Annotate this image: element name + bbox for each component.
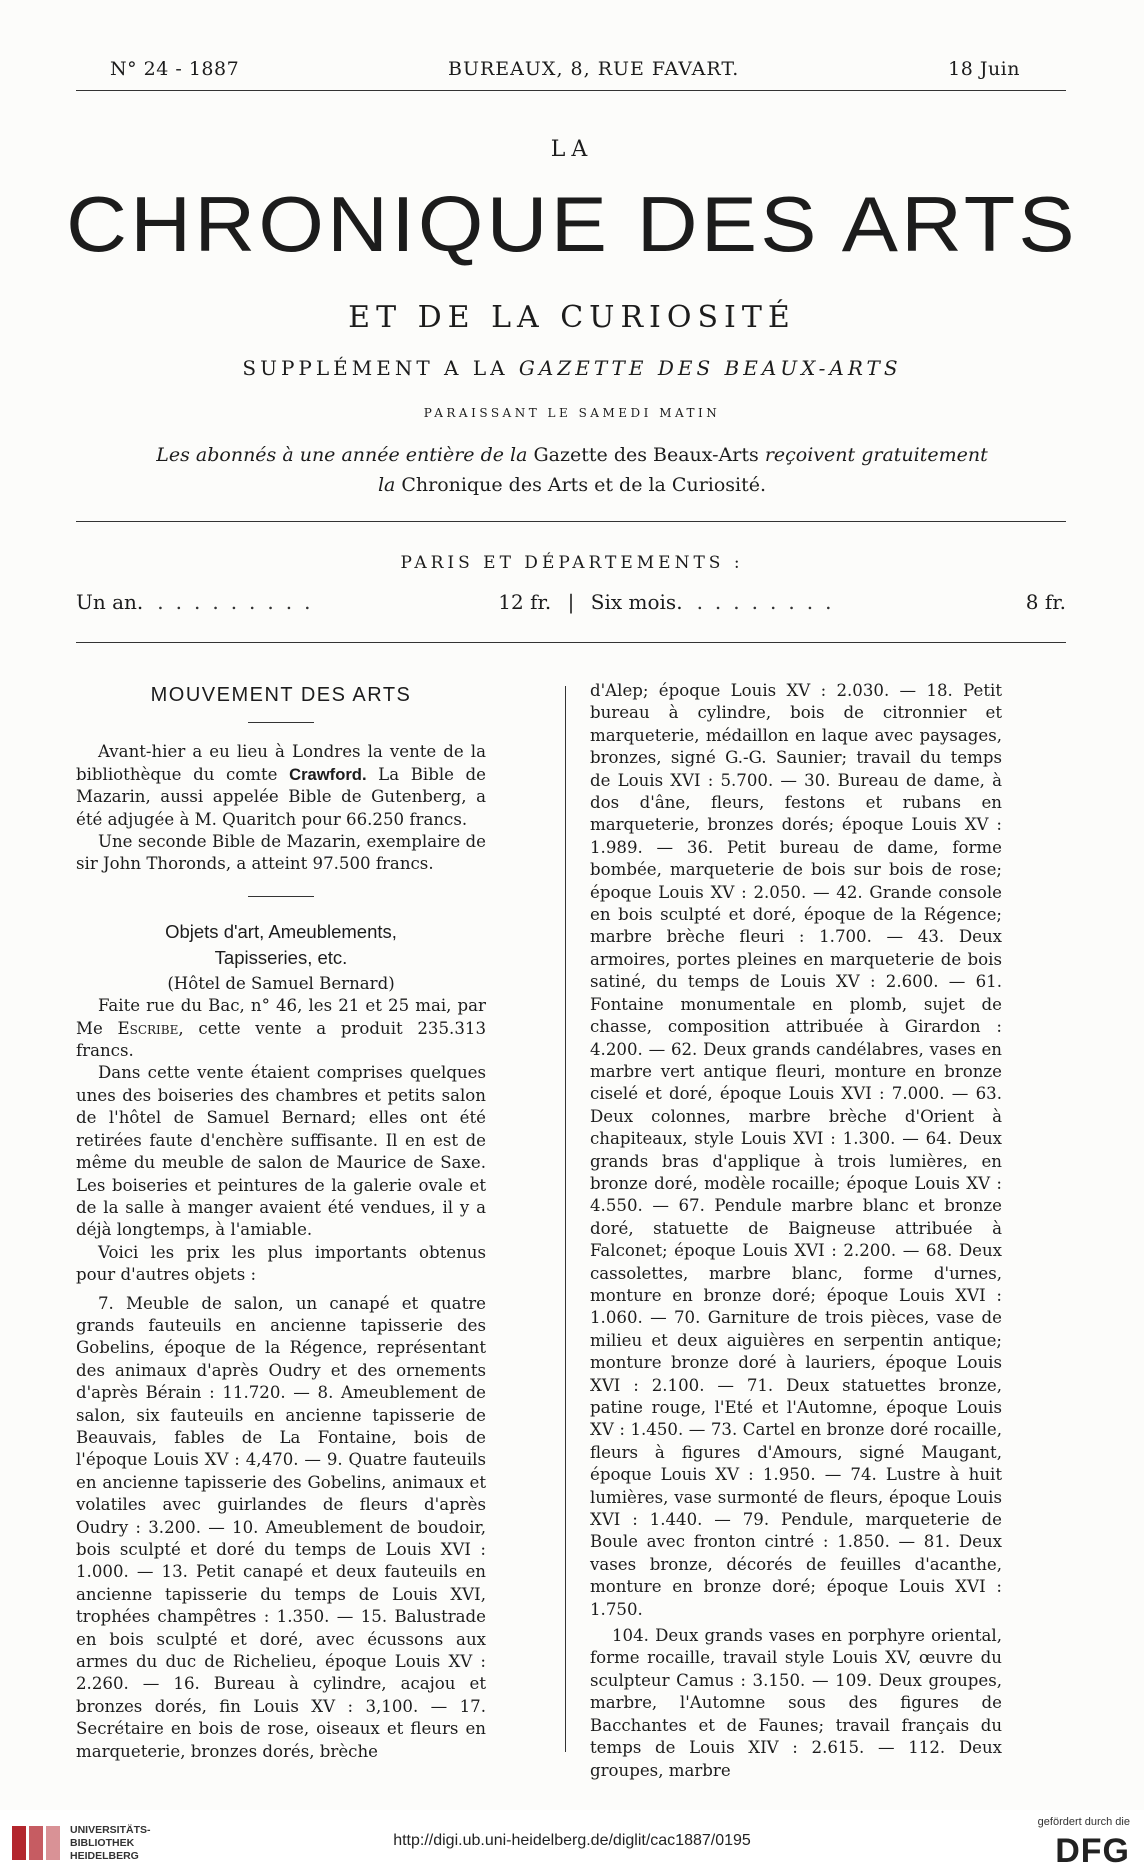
price-half-label: Six mois. (590, 590, 683, 614)
paragraph (76, 995, 486, 1062)
subsection-title (76, 919, 486, 971)
supplement-gazette: GAZETTE DES BEAUX-ARTS (518, 356, 902, 380)
paragraph: 104. Deux grands vases en porphyre oriental, forme rocaille, travail style Louis XV, œuvre du sculpteur Camus : 3.150. — 109. Deux groupes, marbre, l'Automne sous des figures de Bacchantes et de Faunes; travail français du temps de Louis XIV : 2.615. — 112. Deux groupes, marbre (590, 1626, 1002, 1780)
dot-leader: ......... (157, 590, 323, 614)
supplement-prefix: SUPPLÉMENT A LA (242, 356, 509, 380)
price-year-amount: 12 fr. (498, 590, 552, 614)
notice-line1-b: Gazette des Beaux-Arts (533, 444, 759, 466)
price-separator: | (567, 590, 575, 614)
office-address: BUREAUX, 8, RUE FAVART. (448, 58, 740, 80)
issue-number: N° 24 - 1887 (110, 58, 240, 80)
source-url-link[interactable]: http://digi.ub.uni-heidelberg.de/diglit/cac1887/0195 (393, 1832, 751, 1849)
library-name-line1: UNIVERSITÄTS- (70, 1824, 151, 1836)
paragraph: Dans cette vente étaient comprises quelques unes des boiseries des chambres et petits salon de l'hôtel de Samuel Bernard; elles ont été retirées faute d'enchère suffisante. Il en est de même du meuble de salon de Maurice de Saxe. Les boiseries et peintures de la galerie ovale et de la salle à manger avaient été vendues, il y a déjà longtemps, à l'amiable. (76, 1063, 486, 1240)
notice-line1-a: Les abonnés à une année entière de la (156, 444, 528, 466)
p1-end: La Bible de Mazarin, aussi appelée Bible de Gutenberg, a été adjugée à M. Quaritch pour 66.250 francs. (76, 764, 486, 829)
paragraph (76, 741, 486, 831)
masthead-rule (76, 521, 1066, 522)
price-year (76, 590, 551, 614)
funding-note: gefördert durch die (1037, 1816, 1130, 1828)
publication-schedule: PARAISSANT LE SAMEDI MATIN (423, 406, 721, 420)
library-name-line2: BIBLIOTHEK (70, 1837, 135, 1849)
section-rule (248, 896, 314, 897)
subscription-notice (0, 440, 1144, 500)
paragraph: Voici les prix les plus importants obtenus pour d'autres objets : (76, 1242, 486, 1285)
p1-start: Avant-hier a eu lieu à Londres la vente de la bibliothèque du comte (76, 742, 486, 784)
p3-start: Faite rue du Bac, n° 46, les 21 et 25 mai, par Me (76, 996, 486, 1038)
column-divider (565, 686, 566, 1752)
header-rule (76, 90, 1066, 91)
collector-name: Crawford. (289, 764, 367, 784)
paragraph: 7. Meuble de salon, un canapé et quatre grands fauteuils en ancienne tapisserie des Gobelins, époque de la Régence, représentant des animaux d'après Oudry et des ornements d'après Bérain : 11.720. — 8. Ameublement de salon, six fauteuils en ancienne tapisserie de Beauvais, fables de La Fontaine, bois de l'époque Louis XV : 4,470. — 9. Quatre fauteuils en ancienne tapisserie des Gobelins, animaux et volatiles avec guirlandes de fleurs d'après Oudry : 3.200. — 10. Ameublement de boudoir, bois sculpté et doré du temps de Louis XVI : 1.000. — 13. Petit canapé et deux fauteuils en ancienne tapisserie du temps de Louis XVI, trophées champêtres : 1.350. — 15. Balustrade en bois sculpté et doré, avec écussons aux armes du duc de Richelieu, époque Louis XV : 2.260. — 16. Bureau à cylindre, acajou et bronzes dorés, fin Louis XV : 3,100. — 17. Secrétaire en bois de rose, oiseaux et fleurs en marqueterie, bronzes dorés, brèche (76, 1293, 486, 1761)
pricing-rule (76, 642, 1066, 643)
price-half (591, 590, 1066, 614)
right-column (590, 680, 1002, 1782)
price-half-amount: 8 fr. (1025, 590, 1066, 614)
masthead-article: LA (550, 137, 594, 162)
pricing-title: PARIS ET DÉPARTEMENTS : (400, 553, 744, 573)
p3-end: , cette vente a produit 235.313 francs. (76, 1018, 486, 1061)
issue-header (110, 58, 1020, 80)
price-year-label: Un an. (76, 590, 144, 614)
subsection-venue: (Hôtel de Samuel Bernard) (167, 973, 395, 993)
notice-line2-a: la (377, 474, 396, 496)
masthead-supplement (0, 356, 1144, 380)
notice-line2-b: Chronique des Arts et de la Curiosité. (401, 474, 767, 496)
pricing-row (76, 590, 1066, 614)
left-column (76, 680, 486, 1763)
dfg-logo: DFG (1055, 1832, 1130, 1870)
dot-leader: ........ (696, 590, 844, 614)
issue-date: 18 Juin (948, 58, 1020, 80)
paragraph: d'Alep; époque Louis XV : 2.030. — 18. Petit bureau à cylindre, bois de citronnier et marqueterie, médaillon en laque avec paysages, bronzes, signé G.-G. Saunier; travail du temps de Louis XVI : 5.700. — 30. Bureau de dame, à dos d'âne, fleurs, festons et rubans en marqueterie, bronzes dorés; époque Louis XV : 1.989. — 36. Petit bureau de dame, forme bombée, marqueterie de bois sur bois de rose; époque Louis XV : 2.050. — 42. Grande console en bois sculpté et doré, époque de la Régence; marbre brèche fleuri : 1.700. — 43. Deux armoires, portes pleines en marqueterie de bois satiné, du temps de Louis XV : 2.600. — 61. Fontaine monumentale en plomb, sujet de chasse, composition attribuée à Girardon : 4.200. — 62. Deux grands candélabres, vases en marbre vert antique fleuri, monture en bronze ciselé et doré, époque Louis XVI : 7.000. — 63. Deux colonnes, marbre brèche d'Orient à chapiteaux, style Louis XVI : 1.300. — 64. Deux grands bras d'applique à trois lumières, en bronze doré, modèle rocaille; époque Louis XV : 4.550. — 67. Pendule marbre blanc et bronze doré, statuette de Baigneuse attribuée à Falconet; époque Louis XVI : 2.200. — 68. Deux cassolettes, marbre blanc, forme d'urnes, monture en bronze doré; époque Louis XVI : 1.060. — 70. Garniture de trois pièces, vase de milieu et deux aiguières en serpentin antique; monture bronze doré à lauriers, époque Louis XVI : 2.100. — 71. Deux statuettes bronze, patine rouge, l'Eté et l'Automne, époque Louis XV : 1.450. — 73. Cartel en bronze doré rocaille, fleurs à figures d'Amours, signé Maugant, époque Louis XV : 1.950. — 74. Lustre à huit lumières, vase surmonté de fleurs, époque Louis XVI : 1.440. — 79. Pendule, marqueterie de Boule avec fronton cintré : 1.850. — 81. Deux vases bronze, décorés de feuilles d'acanthe, monture en bronze doré; époque Louis XVI : 1.750. (590, 681, 1002, 1619)
paragraph: Une seconde Bible de Mazarin, exemplaire de sir John Thoronds, a atteint 97.500 francs. (76, 832, 486, 874)
notice-line1-c: reçoivent gratuitement (764, 444, 988, 466)
masthead-title: CHRONIQUE DES ARTS (66, 180, 1078, 268)
digitization-footer (0, 1810, 1144, 1873)
subsection-title-line2: Tapisseries, etc. (214, 946, 348, 968)
masthead-subtitle: ET DE LA CURIOSITÉ (348, 300, 796, 335)
section-title: MOUVEMENT DES ARTS (150, 684, 412, 706)
library-name-line3: HEIDELBERG (70, 1850, 139, 1862)
subsection-title-line1: Objets d'art, Ameublements, (165, 920, 397, 942)
section-rule (248, 722, 314, 723)
auctioneer-name: Escribe (117, 1018, 179, 1038)
